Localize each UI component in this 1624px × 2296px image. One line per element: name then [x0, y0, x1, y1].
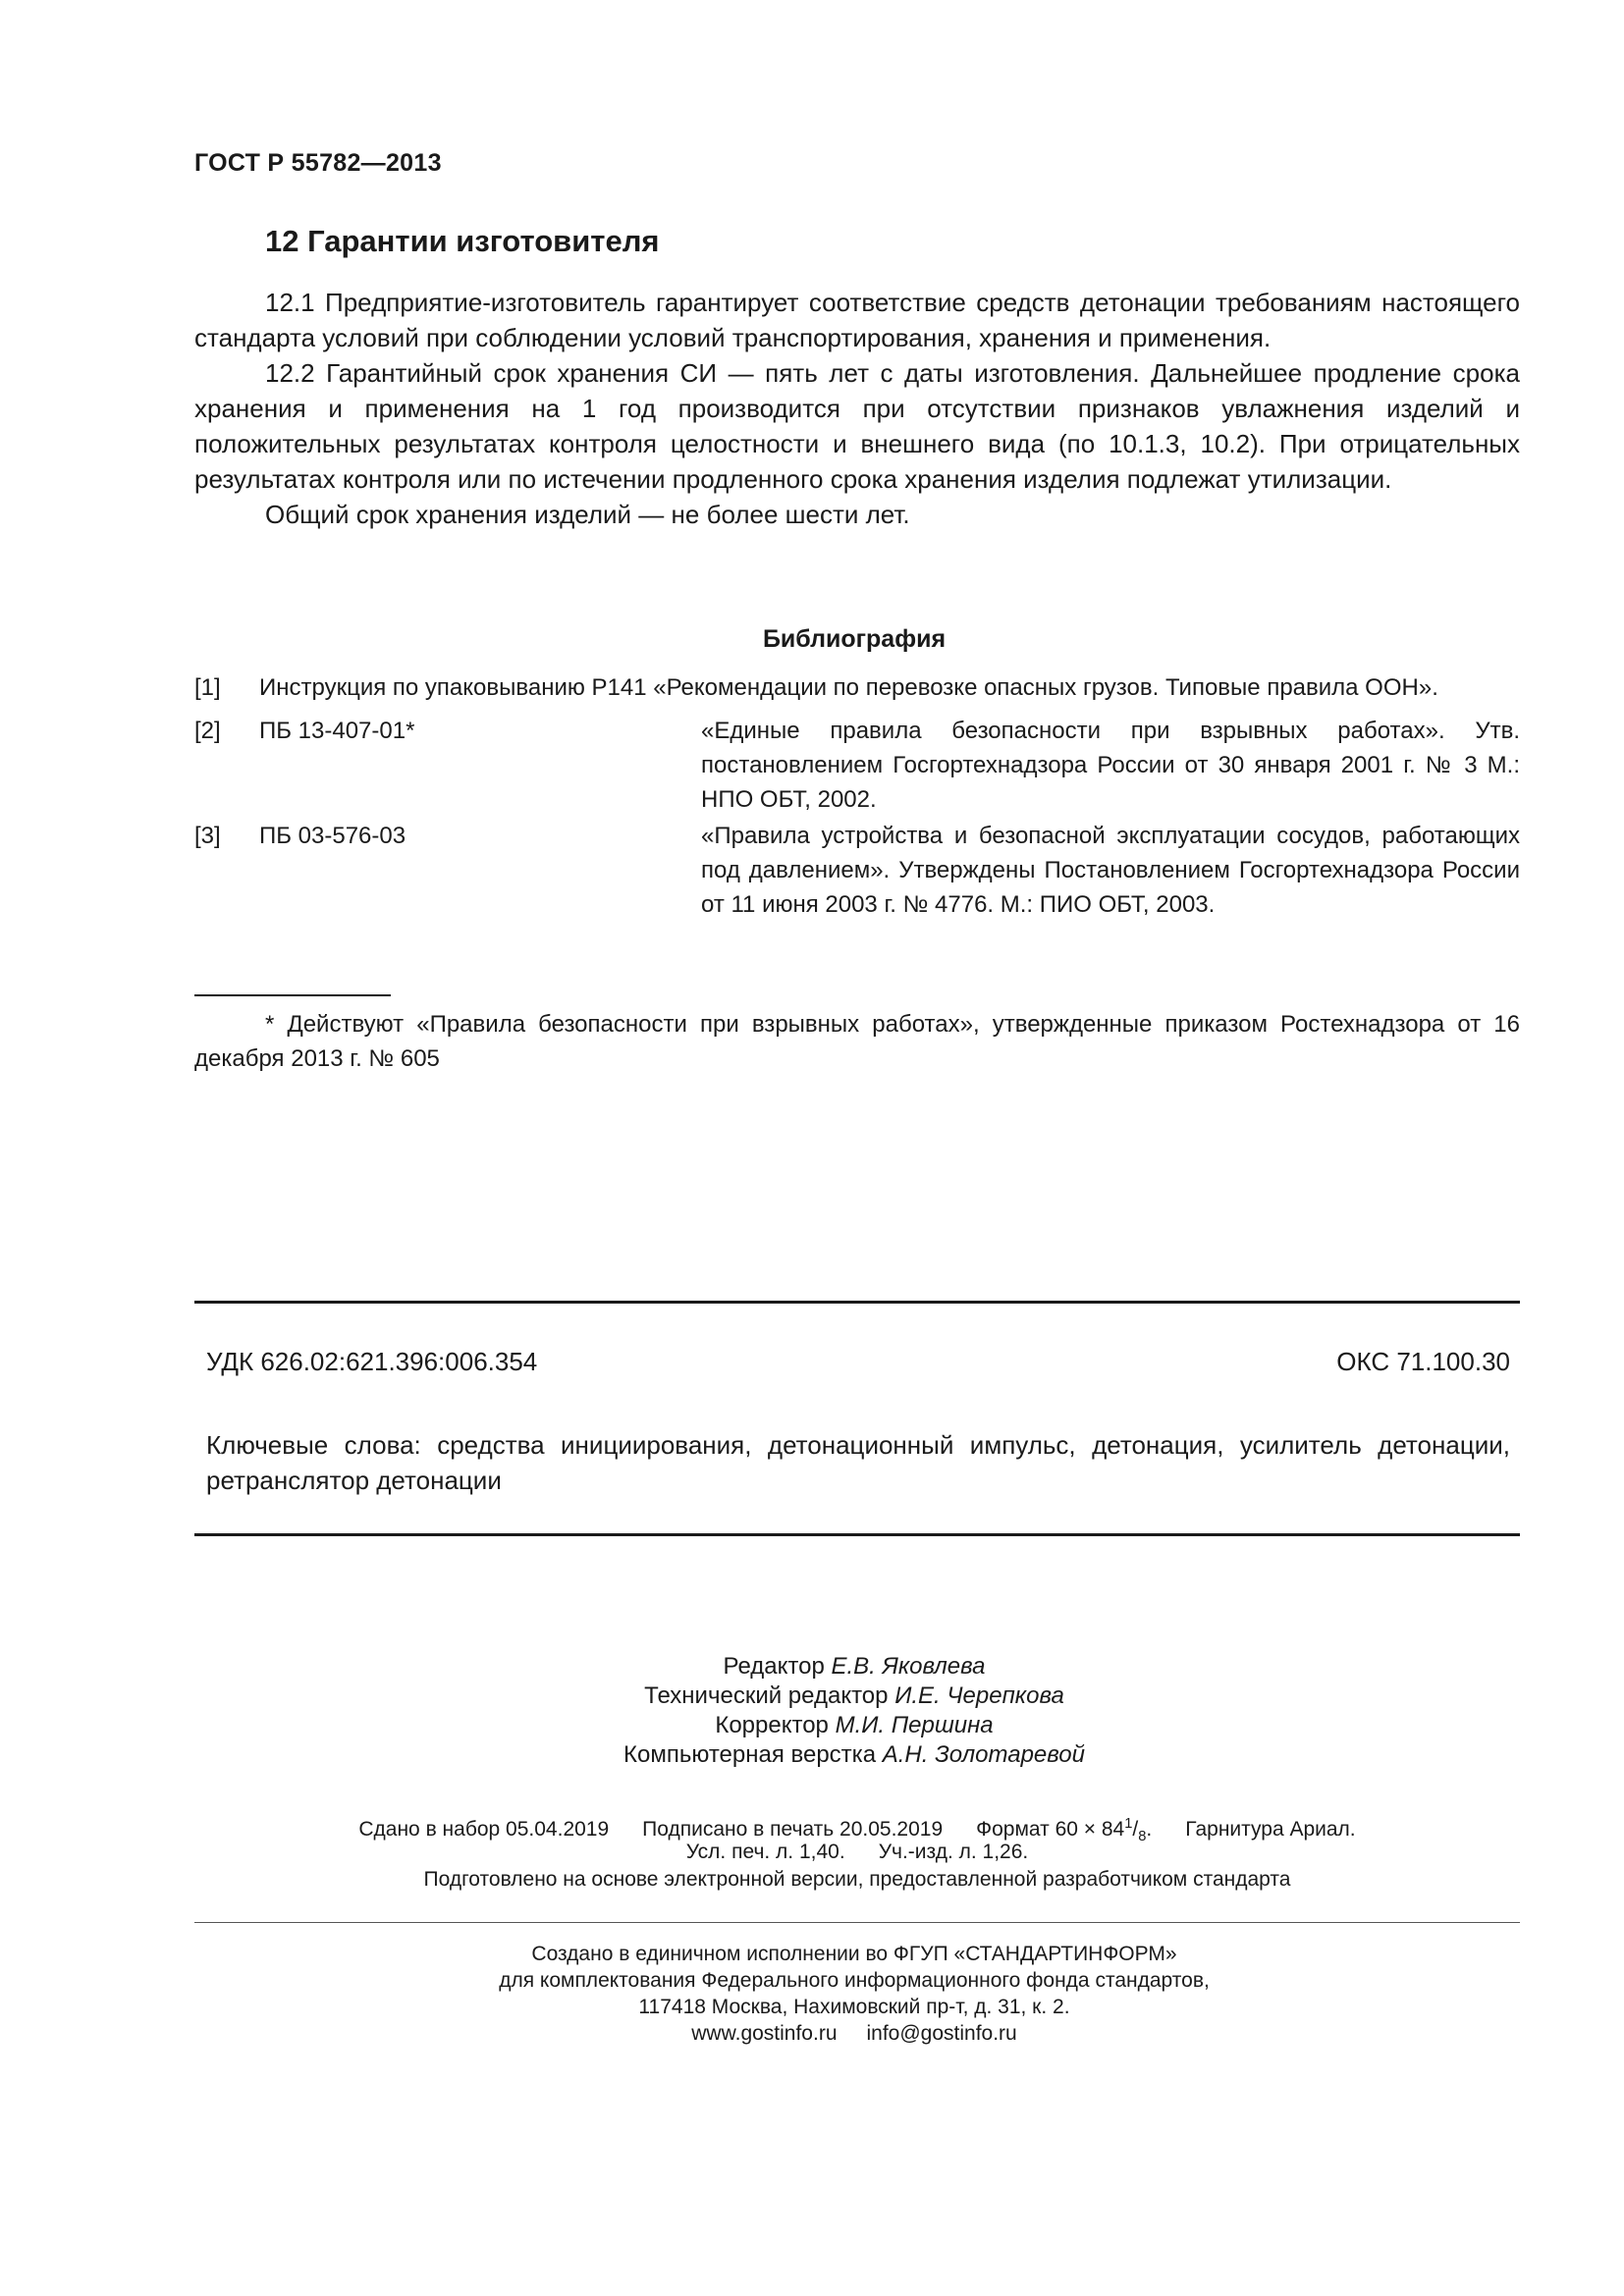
publisher-contacts	[0, 2020, 1624, 2047]
bibliography-entry-description: «Правила устройства и безопасной эксплуатации сосудов, работающих под давлением». Утверждены Постановлением Госгортехнадзора России от 11 июня 2003 г. № 4776. М.: ПИО ОБТ, 2003.	[701, 823, 1520, 918]
sheets-row	[194, 1839, 1520, 1865]
keywords: Ключевые слова: средства инициирования, детонационный импульс, детонация, усилитель детонации, ретранслятор детонации	[206, 1430, 1510, 1495]
bibliography-entry-description: «Единые правила безопасности при взрывных работах». Утв. постановлением Госгортехнадзора России от 30 января 2001 г. № 3 М.: НПО ОБТ, 2002.	[701, 718, 1520, 813]
staff-layout	[0, 1740, 1624, 1770]
footnote-text: * Действуют «Правила безопасности при взрывных работах», утвержденные приказом Ростехнадзора от 16 декабря 2013 г. № 605	[194, 1011, 1520, 1072]
standard-code-header: ГОСТ Р 55782—2013	[194, 149, 442, 177]
bibliography-entry-code: ПБ 03-576-03	[259, 823, 406, 849]
staff-role: Редактор	[723, 1653, 825, 1680]
oks-code: ОКС 71.100.30	[1336, 1347, 1510, 1376]
udk-code: УДК 626.02:621.396:006.354	[206, 1347, 538, 1376]
publication-sheets: Уч.-изд. л. 1,26.	[878, 1841, 1029, 1863]
bibliography-entry-text: Инструкция по упаковыванию Р141 «Рекомендации по перевозке опасных грузов. Типовые правила ООН».	[259, 674, 1438, 701]
publisher-line: Создано в единичном исполнении во ФГУП «СТАНДАРТИНФОРМ»	[531, 1943, 1177, 1965]
email-link[interactable]: info@gostinfo.ru	[866, 2022, 1017, 2045]
paragraph-total-storage: Общий срок хранения изделий — не более шести лет.	[265, 500, 910, 529]
staff-role: Компьютерная верстка	[623, 1741, 877, 1768]
print-sheets: Усл. печ. л. 1,40.	[685, 1841, 845, 1863]
staff-tech-editor	[0, 1682, 1624, 1711]
signed-date: Подписано в печать 20.05.2019	[642, 1818, 944, 1841]
bibliography-title: Библиография	[762, 625, 947, 653]
bibliography-entry-number: [3]	[194, 823, 221, 849]
submitted-date: Сдано в набор 05.04.2019	[358, 1818, 610, 1841]
typeface: Гарнитура Ариал.	[1185, 1818, 1356, 1841]
publisher-line: для комплектования Федерального информационного фонда стандартов,	[499, 1969, 1210, 1992]
staff-editor	[0, 1652, 1624, 1682]
publisher-separator	[194, 1922, 1520, 1923]
divider-top	[194, 1301, 1520, 1304]
staff-role: Корректор	[715, 1712, 829, 1738]
divider-bottom	[194, 1533, 1520, 1536]
paragraph-12-1: 12.1 Предприятие-изготовитель гарантирует соответствие средств детонации требованиям настоящего стандарта условий при соблюдении условий транспортирования, хранения и применения.	[194, 288, 1520, 352]
staff-name: И.Е. Черепкова	[894, 1682, 1064, 1709]
section-title: 12 Гарантии изготовителя	[265, 224, 660, 258]
publisher-address: 117418 Москва, Нахимовский пр-т, д. 31, к. 2.	[638, 1996, 1070, 2018]
staff-proofreader	[0, 1711, 1624, 1740]
staff-role: Технический редактор	[644, 1682, 889, 1709]
paragraph-12-2: 12.2 Гарантийный срок хранения СИ — пять лет с даты изготовления. Дальнейшее продление срока хранения и применения на 1 год производится при отсутствии признаков увлажнения изделий и положительных результатах контроля целостности и внешнего вида (по 10.1.3, 10.2). При отрицательных результатах контроля или по истечении продленного срока хранения изделия подлежат утилизации.	[194, 358, 1520, 494]
website-link[interactable]: www.gostinfo.ru	[691, 2022, 838, 2045]
bibliography-entry-number: [2]	[194, 718, 221, 744]
bibliography-entry-number: [1]	[194, 674, 221, 701]
section-body	[194, 285, 1520, 532]
paper-format: Формат $60 \times 84^1/_8$.	[976, 1816, 1153, 1845]
staff-name: М.И. Першина	[835, 1712, 994, 1738]
staff-name: А.Н. Золотаревой	[882, 1741, 1085, 1768]
bibliography-entry	[194, 714, 1520, 822]
prepared-note: Подготовлено на основе электронной версии, предоставленной разработчиком стандарта	[423, 1868, 1291, 1891]
footnote-separator	[194, 994, 391, 996]
bibliography-entry-code: ПБ 13-407-01*	[259, 718, 415, 744]
staff-name: Е.В. Яковлева	[831, 1653, 986, 1680]
bibliography-entry	[194, 670, 1520, 705]
bibliography-entry	[194, 819, 1520, 927]
publisher-block	[0, 1941, 1624, 2047]
